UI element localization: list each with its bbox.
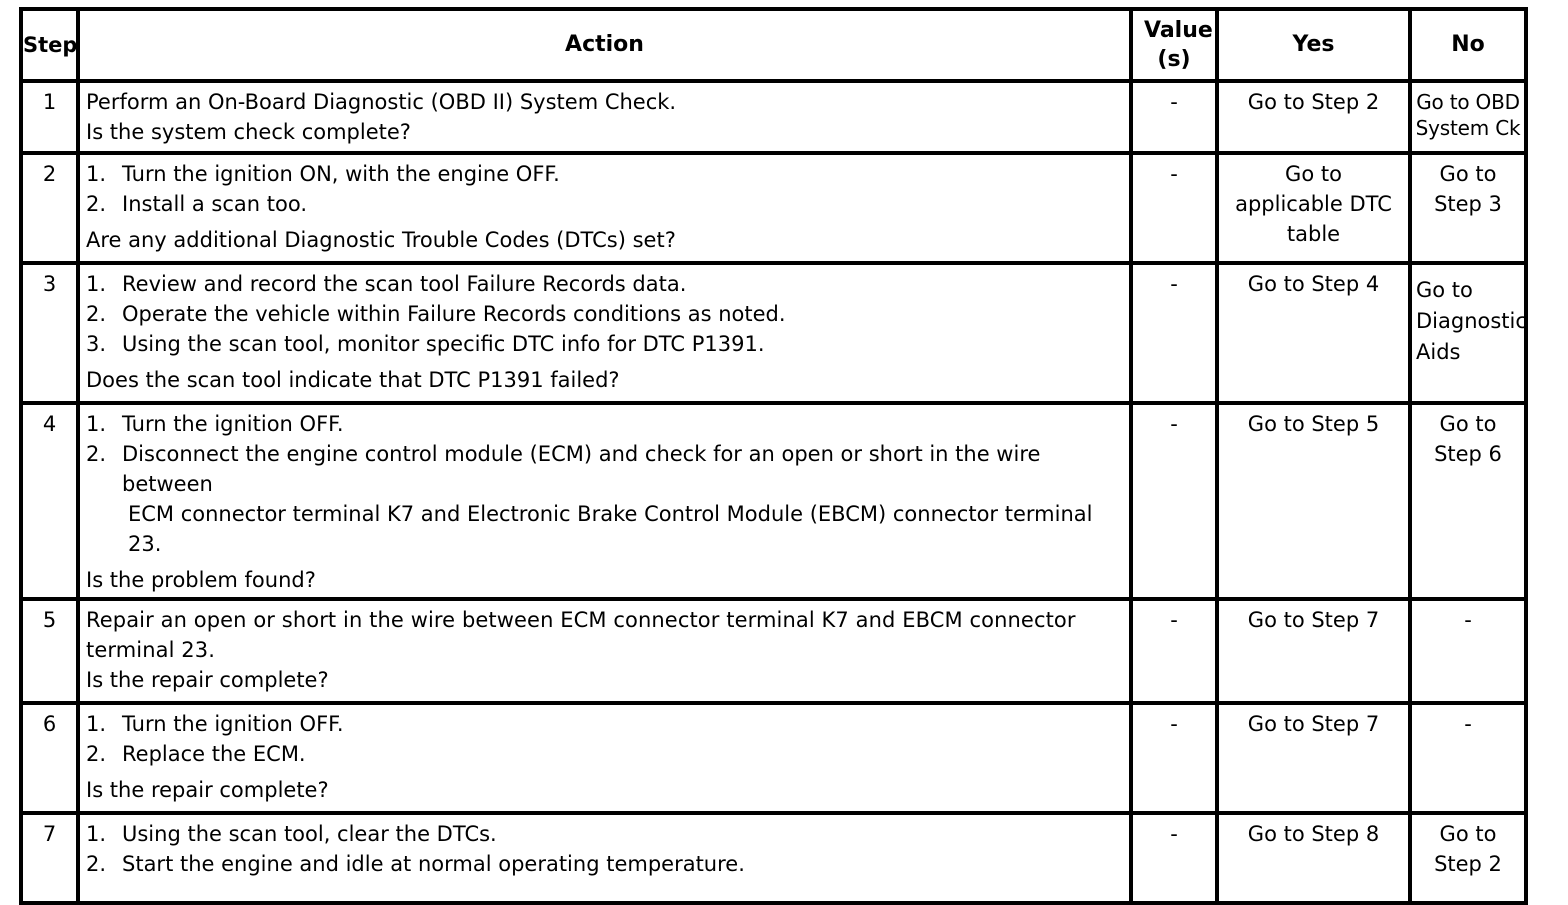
- list-item: 2. Start the engine and idle at normal operating temperature.: [86, 852, 745, 876]
- header-row: [21, 9, 1526, 81]
- no-cell: -: [1410, 703, 1526, 813]
- action-list: [86, 709, 1123, 769]
- step-number: 6: [21, 703, 78, 813]
- value-cell: -: [1131, 403, 1217, 599]
- no-cell: [1410, 403, 1526, 599]
- list-item-text: Disconnect the engine control module (ECM) and check for an open or short in the wire between: [122, 442, 1041, 496]
- list-item-text: Operate the vehicle within Failure Records conditions as noted.: [122, 302, 786, 326]
- value-cell: -: [1131, 599, 1217, 703]
- header-yes: Yes: [1217, 9, 1410, 81]
- no-text: Go to Diagnostic Aids: [1416, 278, 1527, 364]
- action-question: Does the scan tool indicate that DTC P1391 failed?: [86, 368, 620, 392]
- value-cell: -: [1131, 813, 1217, 903]
- no-text: Go to Step 2: [1434, 822, 1502, 876]
- list-item: 1. Review and record the scan tool Failure Records data.: [86, 272, 687, 296]
- header-step: Step: [21, 9, 78, 81]
- step-number: 5: [21, 599, 78, 703]
- no-cell: [1410, 813, 1526, 903]
- action-question: Are any additional Diagnostic Trouble Codes (DTCs) set?: [86, 228, 676, 252]
- value-cell: -: [1131, 153, 1217, 263]
- list-item: 1. Turn the ignition ON, with the engine OFF.: [86, 162, 560, 186]
- list-item-text: Replace the ECM.: [122, 742, 306, 766]
- action-cell: [78, 599, 1131, 703]
- action-list: [86, 269, 1123, 359]
- action-cell: [78, 81, 1131, 153]
- list-item-text: Using the scan tool, clear the DTCs.: [122, 822, 497, 846]
- diagnostic-table: [19, 7, 1528, 905]
- yes-text: Go to applicable DTC table: [1235, 162, 1392, 246]
- list-item-text: Using the scan tool, monitor specific DTC info for DTC P1391.: [122, 332, 765, 356]
- list-item-text: Turn the ignition OFF.: [122, 712, 344, 736]
- action-list: [86, 819, 1123, 879]
- step-number: 1: [21, 81, 78, 153]
- no-text: Go to Step 6: [1434, 412, 1502, 466]
- action-cell: [78, 153, 1131, 263]
- yes-cell: Go to Step 4: [1217, 263, 1410, 403]
- list-item: 2. Install a scan too.: [86, 192, 308, 216]
- list-item-text: Review and record the scan tool Failure Records data.: [122, 272, 687, 296]
- table-row: [21, 813, 1526, 903]
- action-question: Is the problem found?: [86, 568, 316, 592]
- step-number: 2: [21, 153, 78, 263]
- header-value-label: Value (s): [1144, 18, 1213, 72]
- yes-cell: Go to Step 8: [1217, 813, 1410, 903]
- action-text: Perform an On-Board Diagnostic (OBD II) System Check.: [86, 90, 677, 114]
- list-item: 1. Using the scan tool, clear the DTCs.: [86, 822, 497, 846]
- list-item: 2. Replace the ECM.: [86, 742, 306, 766]
- list-item: 2. Operate the vehicle within Failure Records conditions as noted.: [86, 302, 786, 326]
- list-item: 1. Turn the ignition OFF.: [86, 412, 344, 436]
- header-action: Action: [78, 9, 1131, 81]
- yes-cell: Go to Step 7: [1217, 703, 1410, 813]
- action-cell: [78, 263, 1131, 403]
- action-cell: [78, 703, 1131, 813]
- yes-cell: Go to Step 5: [1217, 403, 1410, 599]
- table-row: [21, 263, 1526, 403]
- list-item-continuation: ECM connector terminal K7 and Electronic Brake Control Module (EBCM) connector terminal 23.: [128, 502, 1093, 556]
- action-cell: [78, 813, 1131, 903]
- action-cell: [78, 403, 1131, 599]
- action-text: Repair an open or short in the wire between ECM connector terminal K7 and EBCM connector terminal 23.: [86, 608, 1076, 662]
- list-item-text: Start the engine and idle at normal operating temperature.: [122, 852, 745, 876]
- value-cell: -: [1131, 81, 1217, 153]
- step-number: 7: [21, 813, 78, 903]
- no-cell: Go to OBD System Ck: [1410, 81, 1526, 153]
- table-row: [21, 403, 1526, 599]
- header-no: No: [1410, 9, 1526, 81]
- action-question: Is the repair complete?: [86, 668, 329, 692]
- no-cell: [1410, 153, 1526, 263]
- list-item: 2. Disconnect the engine control module (ECM) and check for an open or short in the wire between ECM connector terminal K7 and Electronic Brake Control Module (EBCM) connector terminal 23.: [86, 439, 1123, 559]
- value-cell: -: [1131, 263, 1217, 403]
- list-item: 3. Using the scan tool, monitor specific DTC info for DTC P1391.: [86, 332, 765, 356]
- yes-cell: Go to Step 2: [1217, 81, 1410, 153]
- no-cell: -: [1410, 599, 1526, 703]
- no-cell: [1410, 263, 1526, 403]
- value-cell: -: [1131, 703, 1217, 813]
- list-item-text: Install a scan too.: [122, 192, 308, 216]
- table-row: [21, 81, 1526, 153]
- step-number: 4: [21, 403, 78, 599]
- step-number: 3: [21, 263, 78, 403]
- action-question: Is the system check complete?: [86, 120, 411, 144]
- table-row: [21, 599, 1526, 703]
- yes-cell: Go to Step 7: [1217, 599, 1410, 703]
- action-list: [86, 159, 1123, 219]
- action-list: [86, 409, 1123, 559]
- yes-cell: [1217, 153, 1410, 263]
- list-item-text: Turn the ignition ON, with the engine OFF.: [122, 162, 560, 186]
- list-item: 1. Turn the ignition OFF.: [86, 712, 344, 736]
- table-row: [21, 703, 1526, 813]
- no-text: Go to Step 3: [1434, 162, 1502, 216]
- header-value: [1131, 9, 1217, 81]
- table-row: [21, 153, 1526, 263]
- action-question: Is the repair complete?: [86, 778, 329, 802]
- list-item-text: Turn the ignition OFF.: [122, 412, 344, 436]
